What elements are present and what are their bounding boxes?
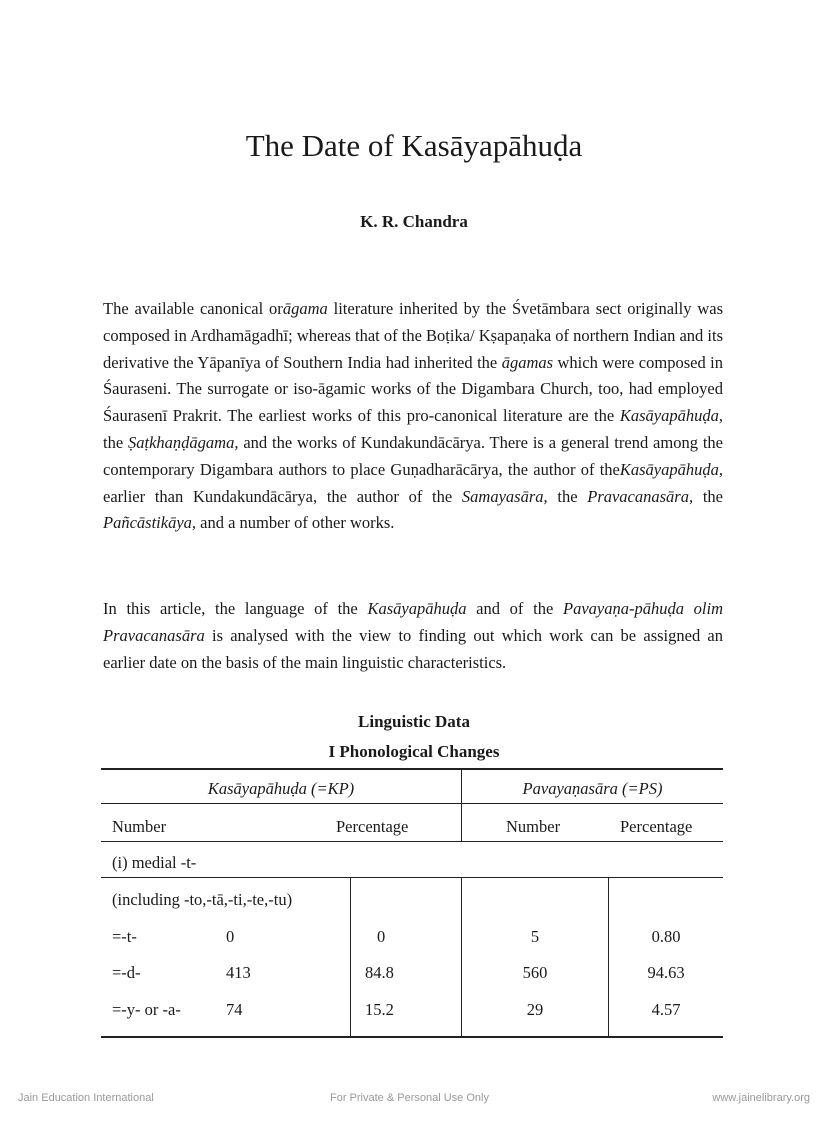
table-bottom-rule xyxy=(101,1036,723,1038)
table-row-label: =-t- xyxy=(112,927,137,946)
text-run-italic: Samayasāra, xyxy=(461,486,548,506)
table-row-subtitle: (including -to,-tā,-ti,-te,-tu) xyxy=(112,890,293,909)
table-row-label: =-d- xyxy=(112,963,141,982)
text-run: the xyxy=(547,486,588,506)
author-name: K. R. Chandra xyxy=(360,212,468,231)
text-run: The available canonical or xyxy=(103,299,283,318)
table-top-rule xyxy=(101,768,723,770)
table-col-ps-number: Number xyxy=(506,817,561,836)
table-cell-kp-percentage: 15.2 xyxy=(365,1000,394,1019)
text-run: the xyxy=(693,486,723,506)
text-run-italic: Kasāyapāhuḍa xyxy=(367,599,467,618)
table-cell-ps-percentage: 4.57 xyxy=(651,1000,681,1019)
text-run: is analysed with the view to finding out which work can be assigned an earlier date on the basis of the main linguistic characteristics. xyxy=(103,625,723,672)
text-run-italic: Pañcāstikāya, xyxy=(103,513,197,533)
text-run: literature inherited by the Śvetāmbara sect originally was composed in Ardhamāgadhī; whereas that of the Boṭika/ Kṣapaṇaka of northern Indian and its derivative the Yāpanīya of Southern India had inherited the xyxy=(103,299,724,372)
table-cell-kp-number: 74 xyxy=(226,1000,243,1019)
table-cell-ps-number: 29 xyxy=(526,1000,544,1019)
page-footer xyxy=(0,1092,828,1108)
text-run-italic: āgama xyxy=(282,299,328,318)
table-divider-kp-pct xyxy=(350,877,351,1036)
table-col-ps-percentage: Percentage xyxy=(620,817,693,836)
subsection-heading: I Phonological Changes xyxy=(328,742,500,761)
text-run-italic: Kasāyapāhuḍa, xyxy=(619,459,723,479)
text-run-italic: Pavayaṇa-pāhuḍa olim Pravacanasāra xyxy=(103,599,723,645)
text-run-italic: Pravacanasāra, xyxy=(587,486,694,506)
table-section-rule xyxy=(101,877,723,878)
text-run-italic: Kasāyapāhuḍa, xyxy=(619,406,723,426)
footer-center: For Private & Personal Use Only xyxy=(330,1092,489,1104)
text-run-italic: Ṣaṭkhaṇḍāgama, xyxy=(128,432,239,452)
table-cell-kp-number: 413 xyxy=(226,963,251,982)
table-cell-kp-percentage: 0 xyxy=(377,927,386,946)
page-title: The Date of Kasāyapāhuḍa xyxy=(245,128,583,163)
table-row-label: =-y- or -a- xyxy=(112,1000,181,1019)
section-heading: Linguistic Data xyxy=(358,712,470,731)
table-group-rule xyxy=(101,803,723,804)
table-cell-ps-percentage: 94.63 xyxy=(647,963,685,982)
footer-right: www.jainelibrary.org xyxy=(712,1092,810,1104)
footer-left: Jain Education International xyxy=(18,1092,154,1104)
table-header-rule xyxy=(101,841,723,842)
table-col-kp-percentage: Percentage xyxy=(336,817,409,836)
paragraph-article-scope xyxy=(103,596,723,676)
table-cell-ps-number: 5 xyxy=(530,927,540,946)
table-cell-ps-number: 560 xyxy=(522,963,548,982)
table-col-kp-number: Number xyxy=(112,817,167,836)
table-group-ps: Pavayaṇasāra (=PS) xyxy=(522,779,663,798)
table-cell-kp-percentage: 84.8 xyxy=(365,963,394,982)
text-run: which were composed in Śauraseni. The surrogate or iso-āgamic works of the Digambara Church, too, had employed Śaurasenī Prakrit. The earliest works of this pro-canonical literature are the xyxy=(103,352,723,426)
table-row-title: (i) medial -t- xyxy=(112,853,197,872)
table-group-kp: Kasāyapāhuḍa (=KP) xyxy=(207,779,355,798)
table-cell-kp-number: 0 xyxy=(226,927,235,946)
text-run: and a number of other works. xyxy=(196,513,395,533)
text-run: earlier than Kundakundācārya, the author of the xyxy=(103,486,462,506)
text-run: the xyxy=(103,432,129,452)
text-run: and the works of Kundakundācārya. There is a general trend among the contemporary Digambara authors to place Guṇadharācārya, the author of the xyxy=(103,432,723,479)
text-run-italic: āgamas xyxy=(501,352,554,372)
table-cell-ps-percentage: 0.80 xyxy=(651,927,681,946)
text-run: and of the xyxy=(466,599,563,618)
text-run: In this article, the language of the xyxy=(103,599,368,618)
paragraph-intro xyxy=(103,296,723,537)
